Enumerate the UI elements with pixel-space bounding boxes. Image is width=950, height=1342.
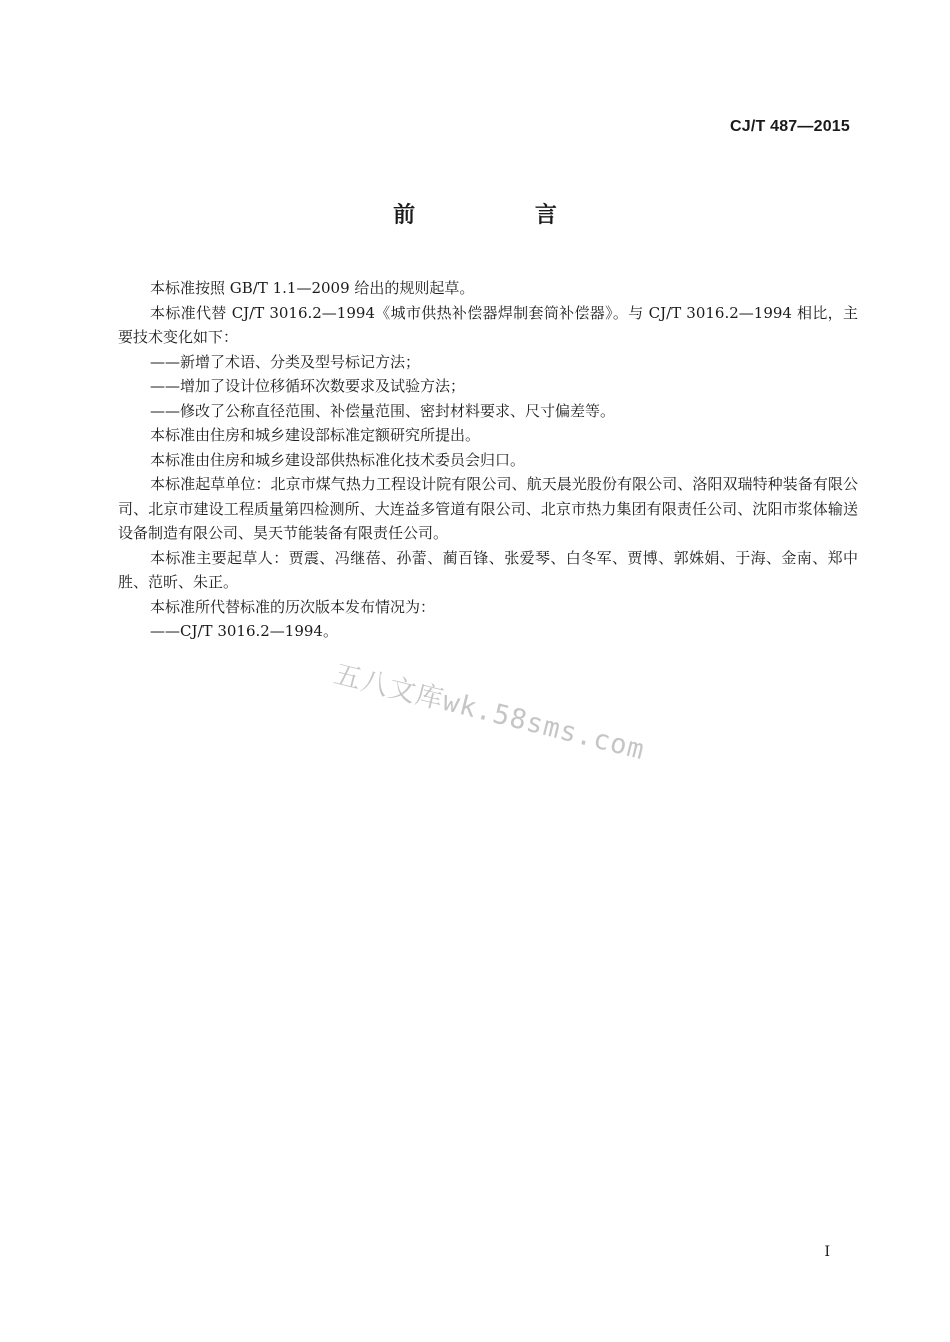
page-number: I (824, 1244, 830, 1260)
change-item-cycles: ——增加了设计位移循环次数要求及试验方法； (150, 377, 466, 395)
foreword-body (118, 276, 858, 644)
paragraph-drafting-rule: 本标准按照 GB/T 1.1—2009 给出的规则起草。 (150, 279, 475, 297)
paragraph-drafters: 本标准主要起草人：贾震、冯继蓓、孙蕾、蔺百锋、张爱琴、白冬军、贾博、郭姝娟、于海、金南、郑中胜、范昕、朱正。 (118, 548, 858, 591)
page-title: 前 言 (393, 203, 613, 228)
watermark: 五八文库wk.58sms.com (330, 658, 648, 767)
paragraph-previous-editions: 本标准所代替标准的历次版本发布情况为： (150, 597, 436, 616)
paragraph-proposed-by: 本标准由住房和城乡建设部标准定额研究所提出。 (150, 426, 481, 444)
change-item-terms: ——新增了术语、分类及型号标记方法； (150, 352, 421, 371)
change-item-modifications: ——修改了公称直径范围、补偿量范围、密封材料要求、尺寸偏差等。 (150, 401, 616, 420)
previous-edition-item: ——CJ/T 3016.2—1994。 (150, 622, 338, 640)
paragraph-administered-by: 本标准由住房和城乡建设部供热标准化技术委员会归口。 (150, 450, 526, 469)
paragraph-replacement: 本标准代替 CJ/T 3016.2—1994《城市供热补偿器焊制套筒补偿器》。与 CJ/T 3016.2—1994 相比，主要技术变化如下： (118, 303, 858, 346)
paragraph-drafting-units: 本标准起草单位：北京市煤气热力工程设计院有限公司、航天晨光股份有限公司、洛阳双瑞特种装备有限公司、北京市建设工程质量第四检测所、大连益多管道有限公司、北京市热力集团有限责任公司、沈阳市浆体输送设备制造有限公司、昊天节能装备有限责任公司。 (118, 475, 858, 542)
standard-code: CJ/T 487—2015 (729, 118, 850, 135)
